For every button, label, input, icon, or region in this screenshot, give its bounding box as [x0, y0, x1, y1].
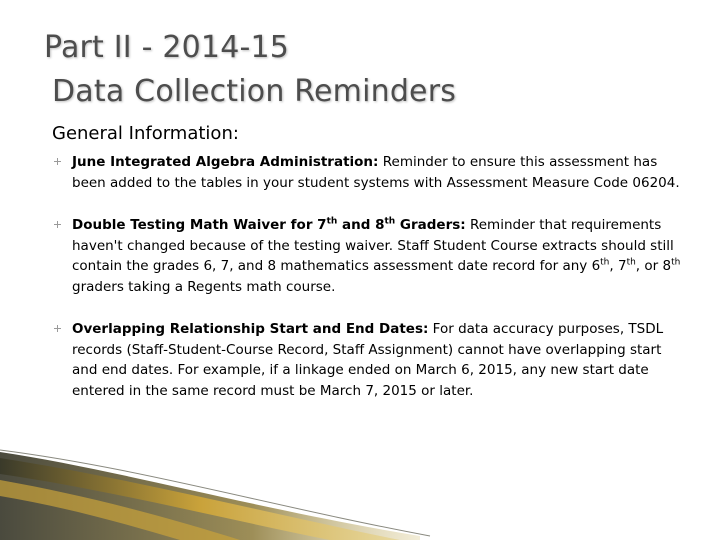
bullet-body-part: Reminder that requirements haven't changed because of the testing waiver. Staff Student Course extracts should still contain the grades 6, 7, and 8 mathematics assessment date record for any 6 [72, 217, 674, 274]
swoosh-decoration [0, 440, 720, 540]
bullet-body: Reminder to ensure this assessment has been added to the tables in your student systems with Assessment Measure Code 06204. [72, 154, 680, 191]
bullet-item-algebra [52, 152, 682, 193]
bullet-body: For data accuracy purposes, TSDL records (Staff-Student-Course Record, Staff Assignment) cannot have overlapping start and end dates. For example, if a linkage ended on March 6, 2015, any new start date entered in the same record must be March 7, 2015 or later. [72, 321, 664, 399]
section-heading: General Information: [52, 123, 239, 144]
bullet-lead-part: Double Testing Math Waiver for 7 [72, 217, 327, 233]
title-line-1: Part II - 2014-15 [44, 30, 290, 65]
superscript: th [626, 257, 636, 268]
bullet-body-part: , or 8 [635, 258, 672, 274]
bullet-lead [72, 217, 466, 233]
title-line-2: Data Collection Reminders [52, 74, 457, 109]
superscript: th [384, 216, 396, 227]
plus-bullet-icon [54, 158, 61, 165]
bullet-list [52, 152, 682, 423]
plus-bullet-icon [54, 325, 61, 332]
superscript: th [671, 257, 681, 268]
bullet-lead-part: Graders: [395, 217, 466, 233]
bullet-lead: Overlapping Relationship Start and End Dates: [72, 321, 429, 337]
bullet-lead-part: and 8 [337, 217, 385, 233]
superscript: th [600, 257, 610, 268]
bullet-item-overlapping-dates [52, 319, 682, 401]
bullet-lead: June Integrated Algebra Administration: [72, 154, 379, 170]
bullet-body-part: , 7 [609, 258, 627, 274]
page-title [44, 26, 456, 114]
bullet-body-part: graders taking a Regents math course. [72, 278, 336, 295]
superscript: th [326, 216, 338, 227]
bullet-item-math-waiver [52, 215, 682, 297]
plus-bullet-icon [54, 221, 61, 228]
